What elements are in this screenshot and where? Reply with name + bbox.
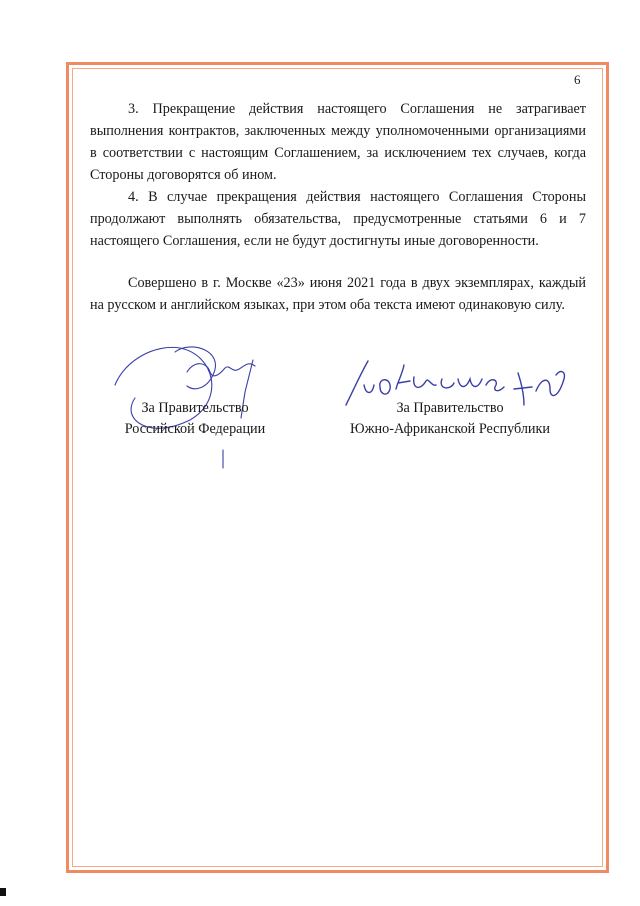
page-number: 6 — [574, 72, 581, 87]
paragraph-3: 3. Прекращение действия настоящего Соглашения не затрагивает выполнения контрактов, заключенных между уполномоченными организациями в соответствии с настоящим Соглашением, за исключением тех случаев, когда Стороны договорятся об ином. — [90, 101, 586, 183]
scan-edge-mark — [0, 888, 6, 896]
paragraph-done-at: Совершено в г. Москве «23» июня 2021 года в двух экземплярах, каждый на русском и английском языках, при этом оба текста имеют одинаковую силу. — [90, 275, 586, 313]
signatory-russia — [100, 398, 290, 440]
document-body — [90, 98, 586, 316]
signatory-south-africa — [330, 398, 570, 440]
signatory-russia-line2: Российской Федерации — [124, 421, 266, 437]
paragraph-4: 4. В случае прекращения действия настоящего Соглашения Стороны продолжают выполнять обязательства, предусмотренные статьями 6 и 7 настоящего Соглашения, если не будут достигнуты иные договоренности. — [90, 189, 586, 249]
signatory-south-africa-line1: За Правительство — [396, 400, 504, 416]
signatory-russia-line1: За Правительство — [141, 400, 249, 416]
signatory-south-africa-line2: Южно-Африканской Республики — [350, 421, 550, 437]
